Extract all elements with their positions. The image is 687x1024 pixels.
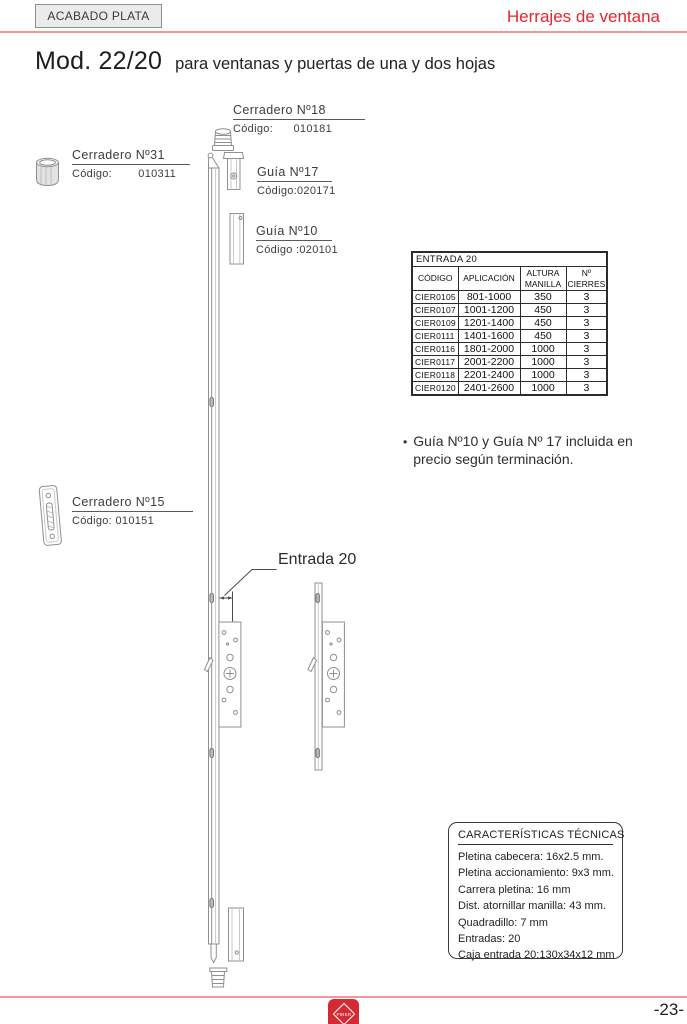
model-subtitle: para ventanas y puertas de una y dos hojas	[175, 55, 496, 73]
cell-codigo: CIER0107	[412, 304, 458, 317]
cell-altura: 350	[520, 291, 566, 304]
bottom-guide-drawing	[229, 908, 244, 961]
cell-cierres: 3	[566, 291, 607, 304]
specs-title: CARACTERÍSTICAS TÉCNICAS	[458, 829, 613, 845]
code-label: Código:	[72, 515, 113, 527]
cell-codigo: CIER0116	[412, 343, 458, 356]
part-code	[72, 515, 154, 527]
table-row	[412, 330, 607, 343]
cell-cierres: 3	[566, 382, 607, 396]
bullet-icon: •	[403, 434, 408, 449]
part-name: Cerradero Nº15	[72, 495, 193, 512]
code-value: 010311	[138, 168, 176, 180]
part-code	[256, 244, 338, 256]
part-name: Cerradero Nº31	[72, 148, 190, 165]
code-label: Código:	[257, 185, 298, 197]
finish-label: ACABADO PLATA	[47, 9, 150, 23]
part-code	[72, 168, 176, 180]
cell-altura: 1000	[520, 356, 566, 369]
end-cap-bottom-drawing	[210, 968, 227, 987]
cell-altura: 450	[520, 317, 566, 330]
part-label-guia-17	[257, 165, 336, 197]
table-row	[412, 304, 607, 317]
cell-aplicacion: 2401-2600	[458, 382, 520, 396]
code-value: 020101	[299, 244, 338, 256]
cell-altura: 1000	[520, 369, 566, 382]
table-row	[412, 369, 607, 382]
cell-altura: 1000	[520, 382, 566, 396]
table-row	[412, 356, 607, 369]
part-name: Guía Nº17	[257, 165, 332, 182]
code-label: Código:	[233, 123, 274, 135]
cell-altura: 450	[520, 304, 566, 317]
cell-cierres: 3	[566, 304, 607, 317]
spec-line: Carrera pletina: 16 mm	[458, 883, 571, 896]
spec-line: Entradas: 20	[458, 933, 521, 946]
table-title-row	[412, 252, 607, 267]
cell-aplicacion: 1001-1200	[458, 304, 520, 317]
gearbox-right	[308, 622, 344, 727]
part-name: Cerradero Nº18	[233, 103, 365, 120]
strike-plate-drawing	[39, 485, 62, 545]
category-title: Herrajes de ventana	[506, 7, 660, 26]
cell-aplicacion: 1801-2000	[458, 343, 520, 356]
part-label-cerradero-31	[72, 148, 190, 180]
table-title: ENTRADA 20	[412, 252, 607, 267]
cell-altura: 450	[520, 330, 566, 343]
cell-aplicacion: 2201-2400	[458, 369, 520, 382]
spec-line: Quadradillo: 7 mm	[458, 916, 548, 929]
inclusion-note	[403, 433, 647, 468]
part-name: Guía Nº10	[256, 224, 332, 241]
part-label-guia-10	[256, 224, 338, 256]
rod-top-tip	[208, 153, 219, 168]
cell-codigo: CIER0105	[412, 291, 458, 304]
cell-codigo: CIER0117	[412, 356, 458, 369]
cell-altura: 1000	[520, 343, 566, 356]
logo-diamond-icon	[332, 1003, 355, 1024]
cell-codigo: CIER0120	[412, 382, 458, 396]
cell-codigo: CIER0109	[412, 317, 458, 330]
cell-aplicacion: 1401-1600	[458, 330, 520, 343]
guide10-drawing	[230, 214, 244, 265]
guide17-drawing	[224, 153, 244, 190]
table-header-row	[412, 267, 607, 291]
cell-cierres: 3	[566, 369, 607, 382]
cell-aplicacion: 801-1000	[458, 291, 520, 304]
column-header: CÓDIGO	[412, 267, 458, 291]
code-label: Código :	[256, 244, 300, 256]
code-label: Código:	[72, 168, 113, 180]
column-header: Nº CIERRES	[567, 268, 606, 289]
page-number: -23-	[653, 1000, 684, 1019]
part-code	[233, 123, 332, 135]
cell-codigo: CIER0111	[412, 330, 458, 343]
cell-cierres: 3	[566, 317, 607, 330]
part-label-cerradero-15	[72, 495, 193, 527]
entrada-dimension-label: Entrada 20	[278, 551, 357, 568]
column-header: APLICACIÓN	[458, 267, 520, 291]
table-row	[412, 343, 607, 356]
rod-right	[315, 583, 322, 770]
code-value: 010181	[293, 123, 332, 135]
code-value: 010151	[115, 515, 154, 527]
table-row	[412, 317, 607, 330]
spec-line: Pletina cabecera: 16x2.5 mm.	[458, 851, 604, 863]
code-value: 020171	[297, 185, 336, 197]
main-rod	[209, 168, 220, 963]
technical-characteristics-box	[448, 822, 625, 962]
logo-text: PINER	[336, 1011, 351, 1017]
spec-line: Dist. atornillar manilla: 43 mm.	[458, 900, 606, 913]
spec-line: Caja entrada 20:130x34x12 mm	[458, 949, 615, 962]
cylinder-keeper-drawing	[37, 158, 59, 185]
part-code	[257, 185, 336, 197]
part-label-cerradero-18	[233, 103, 365, 135]
cell-cierres: 3	[566, 343, 607, 356]
brand-logo	[328, 999, 359, 1024]
cell-cierres: 3	[566, 330, 607, 343]
cell-codigo: CIER0118	[412, 369, 458, 382]
dimension-lines	[220, 570, 277, 622]
cell-cierres: 3	[566, 356, 607, 369]
model-number: Mod. 22/20	[35, 47, 163, 75]
table-row	[412, 291, 607, 304]
column-header: ALTURA MANILLA	[520, 267, 566, 291]
note-text: Guía Nº10 y Guía Nº 17 incluida en precio según terminación.	[413, 433, 633, 467]
cell-aplicacion: 1201-1400	[458, 317, 520, 330]
end-cap-top-drawing	[213, 129, 234, 151]
footer-divider	[0, 996, 687, 998]
table-row	[412, 382, 607, 396]
spec-line: Pletina accionamiento: 9x3 mm.	[458, 867, 614, 880]
cell-aplicacion: 2001-2200	[458, 356, 520, 369]
entrada-table	[411, 251, 608, 396]
